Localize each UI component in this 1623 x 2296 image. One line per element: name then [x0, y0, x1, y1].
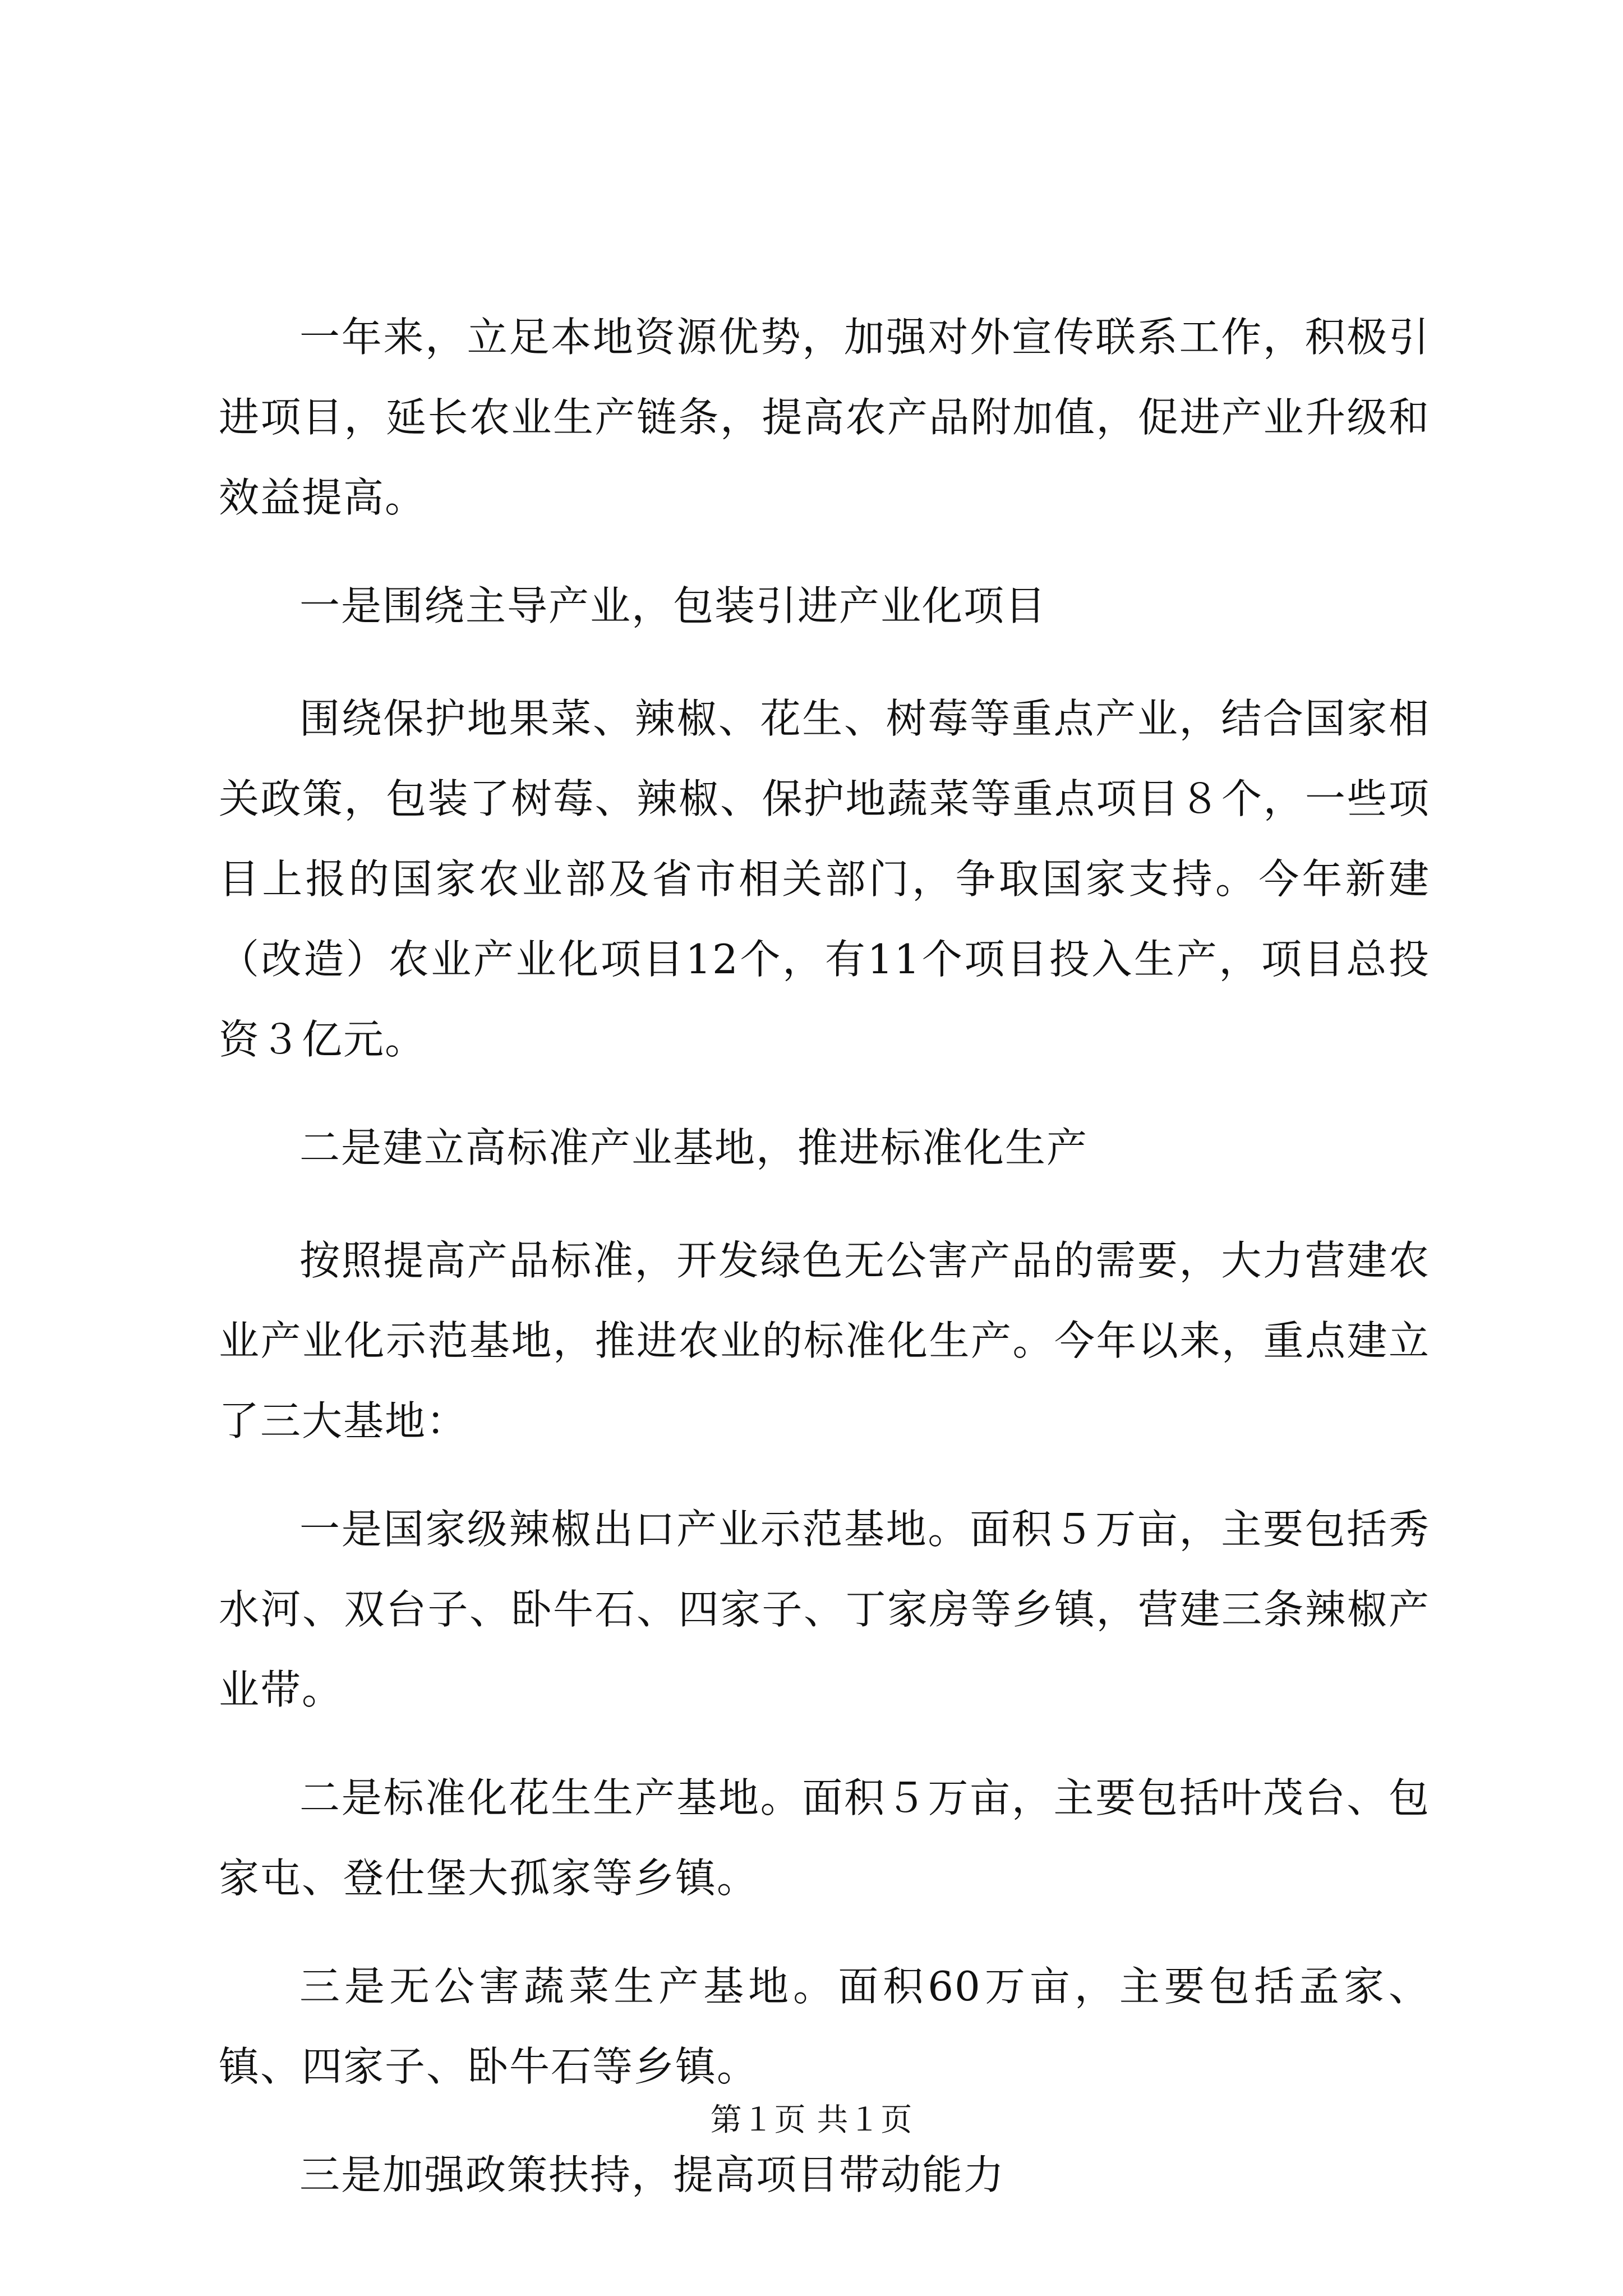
paragraph-projects: 围绕保护地果菜、辣椒、花生、树莓等重点产业，结合国家相关政策，包装了树莓、辣椒、保护地蔬菜等重点项目８个，一些项目上报的国家农业部及省市相关部门，争取国家支持。今年新建（改造）农业产业化项目12个，有11个项目投入生产，项目总投资３亿元。 — [219, 695, 1430, 1063]
paragraph-vegetable-base: 三是无公害蔬菜生产基地。面积60万亩，主要包括孟家、镇、四家子、卧牛石等乡镇。 — [219, 1963, 1430, 2090]
paragraph-pepper-base: 一是国家级辣椒出口产业示范基地。面积５万亩，主要包括秀水河、双台子、卧牛石、四家子、丁家房等乡镇，营建三条辣椒产业带。 — [219, 1506, 1430, 1713]
section-heading-3: 三是加强政策扶持，提高项目带动能力 — [299, 2151, 1006, 2198]
page-footer: 第１页 共１页 — [710, 2102, 913, 2138]
paragraph-peanut-base: 二是标准化花生生产基地。面积５万亩，主要包括叶茂台、包家屯、登仕堡大孤家等乡镇。 — [219, 1774, 1430, 1902]
paragraph-bases: 按照提高产品标准，开发绿色无公害产品的需要，大力营建农业产业化示范基地，推进农业的标准化生产。今年以来，重点建立了三大基地： — [219, 1237, 1430, 1444]
section-heading-1: 一是围绕主导产业，包装引进产业化项目 — [299, 582, 1047, 629]
section-heading-2: 二是建立高标准产业基地，推进标准化生产 — [299, 1124, 1089, 1171]
paragraph-intro: 一年来，立足本地资源优势，加强对外宣传联系工作，积极引进项目，延长农业生产链条，提高农产品附加值，促进产业升级和效益提高。 — [219, 314, 1430, 521]
document-body — [219, 297, 1430, 2248]
